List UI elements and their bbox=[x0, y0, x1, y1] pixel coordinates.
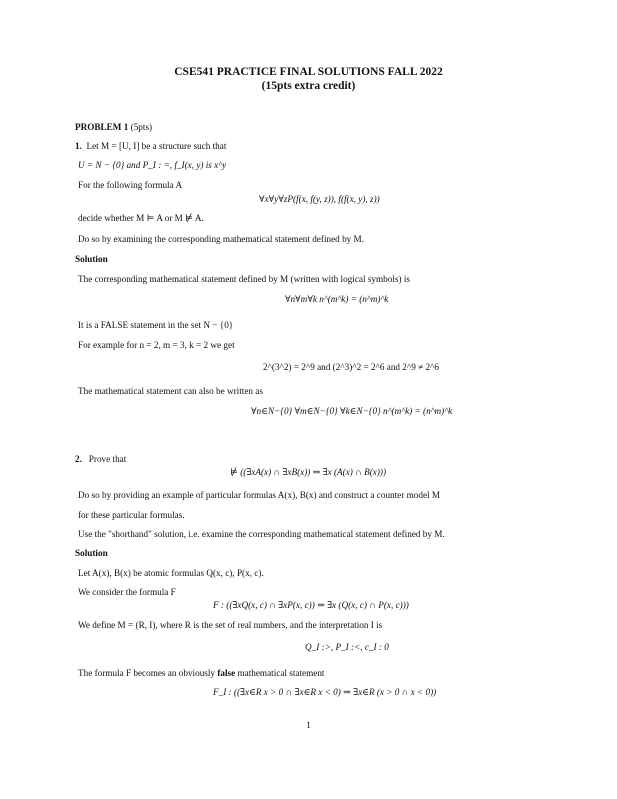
problem1-solution-label: Solution bbox=[75, 254, 108, 264]
document-subtitle: (15pts extra credit) bbox=[261, 80, 356, 92]
problem2-formula-fi: F_I : ((∃x∈R x > 0 ∩ ∃x∈R x < 0) ⇒ ∃x∈R (x > 0 ∩ x < 0)) bbox=[213, 687, 437, 697]
problem1-points: (5pts) bbox=[130, 122, 153, 132]
problem2-instruction3: Use the "shorthand" solution, i.e. examine the corresponding mathematical statement defined by M. bbox=[78, 529, 445, 539]
document-title: CSE541 PRACTICE FINAL SOLUTIONS FALL 2022 bbox=[174, 66, 443, 78]
problem2-formula: ⊭ ((∃xA(x) ∩ ∃xB(x)) ⇒ ∃x (A(x) ∩ B(x))) bbox=[230, 467, 387, 477]
problem1-number: 1. bbox=[75, 141, 82, 151]
problem2-line4-bold: false bbox=[217, 668, 236, 678]
problem1-heading: PROBLEM 1 bbox=[75, 122, 129, 132]
problem1-decide: decide whether M ⊨ A or M ⊭ A. bbox=[78, 213, 204, 223]
problem1-formula-intro: For the following formula A bbox=[78, 180, 183, 190]
problem1-solution-formula1: ∀n∀m∀k n^(m^k) = (n^m)^k bbox=[285, 294, 389, 304]
problem1-instruction: Do so by examining the corresponding mathematical statement defined by M. bbox=[78, 234, 365, 244]
problem1-solution-calc: 2^(3^2) = 2^9 and (2^3)^2 = 2^6 and 2^9 ≠ 2^6 bbox=[263, 362, 439, 372]
problem2-solution-label: Solution bbox=[75, 548, 108, 558]
problem2-number: 2. bbox=[75, 454, 82, 464]
problem1-formula-a: ∀x∀y∀zP(f(x, f(y, z)), f(f(x, y), z)) bbox=[259, 194, 380, 204]
problem2-solution-line2: We consider the formula F bbox=[78, 587, 176, 597]
problem1-solution-also: The mathematical statement can also be written as bbox=[78, 386, 263, 396]
problem2-formula-f: F : ((∃xQ(x, c) ∩ ∃xP(x, c)) ⇒ ∃x (Q(x, c) ∩ P(x, c))) bbox=[213, 600, 409, 610]
problem2-solution-line3: We define M = (R, I), where R is the set of real numbers, and the interpretation I is bbox=[78, 620, 383, 630]
problem2-instruction1: Do so by providing an example of particular formulas A(x), B(x) and construct a counter model M bbox=[78, 490, 441, 500]
problem2-solution-line1: Let A(x), B(x) be atomic formulas Q(x, c), P(x, c). bbox=[78, 568, 264, 578]
problem2-line4-post: mathematical statement bbox=[235, 668, 325, 678]
page-number: 1 bbox=[306, 720, 311, 730]
problem1-solution-line1: The corresponding mathematical statement defined by M (written with logical symbols) is bbox=[78, 274, 410, 284]
problem2-instruction2: for these particular formulas. bbox=[78, 510, 185, 520]
problem1-solution-false: It is a FALSE statement in the set N − {0} bbox=[78, 320, 234, 330]
problem1-solution-example: For example for n = 2, m = 3, k = 2 we get bbox=[78, 340, 235, 350]
problem1-question-line bbox=[75, 141, 226, 152]
problem2-question-line bbox=[75, 454, 126, 465]
problem1-structure-def: U = N − {0} and P_I : =, f_I(x, y) is x^y bbox=[78, 160, 227, 170]
problem1-solution-formula2: ∀n∈N−{0} ∀m∈N−{0} ∀k∈N−{0} n^(m^k) = (n^m)^k bbox=[251, 406, 453, 416]
problem1-heading-line bbox=[75, 122, 152, 133]
problem2-interpretation: Q_I :>, P_I :<, c_I : 0 bbox=[305, 642, 389, 652]
problem1-question-text: Let M = [U, I] be a structure such that bbox=[86, 141, 227, 151]
problem2-question-text: Prove that bbox=[88, 454, 127, 464]
problem2-solution-line4 bbox=[78, 668, 324, 679]
problem2-line4-pre: The formula F becomes an obviously bbox=[78, 668, 218, 678]
